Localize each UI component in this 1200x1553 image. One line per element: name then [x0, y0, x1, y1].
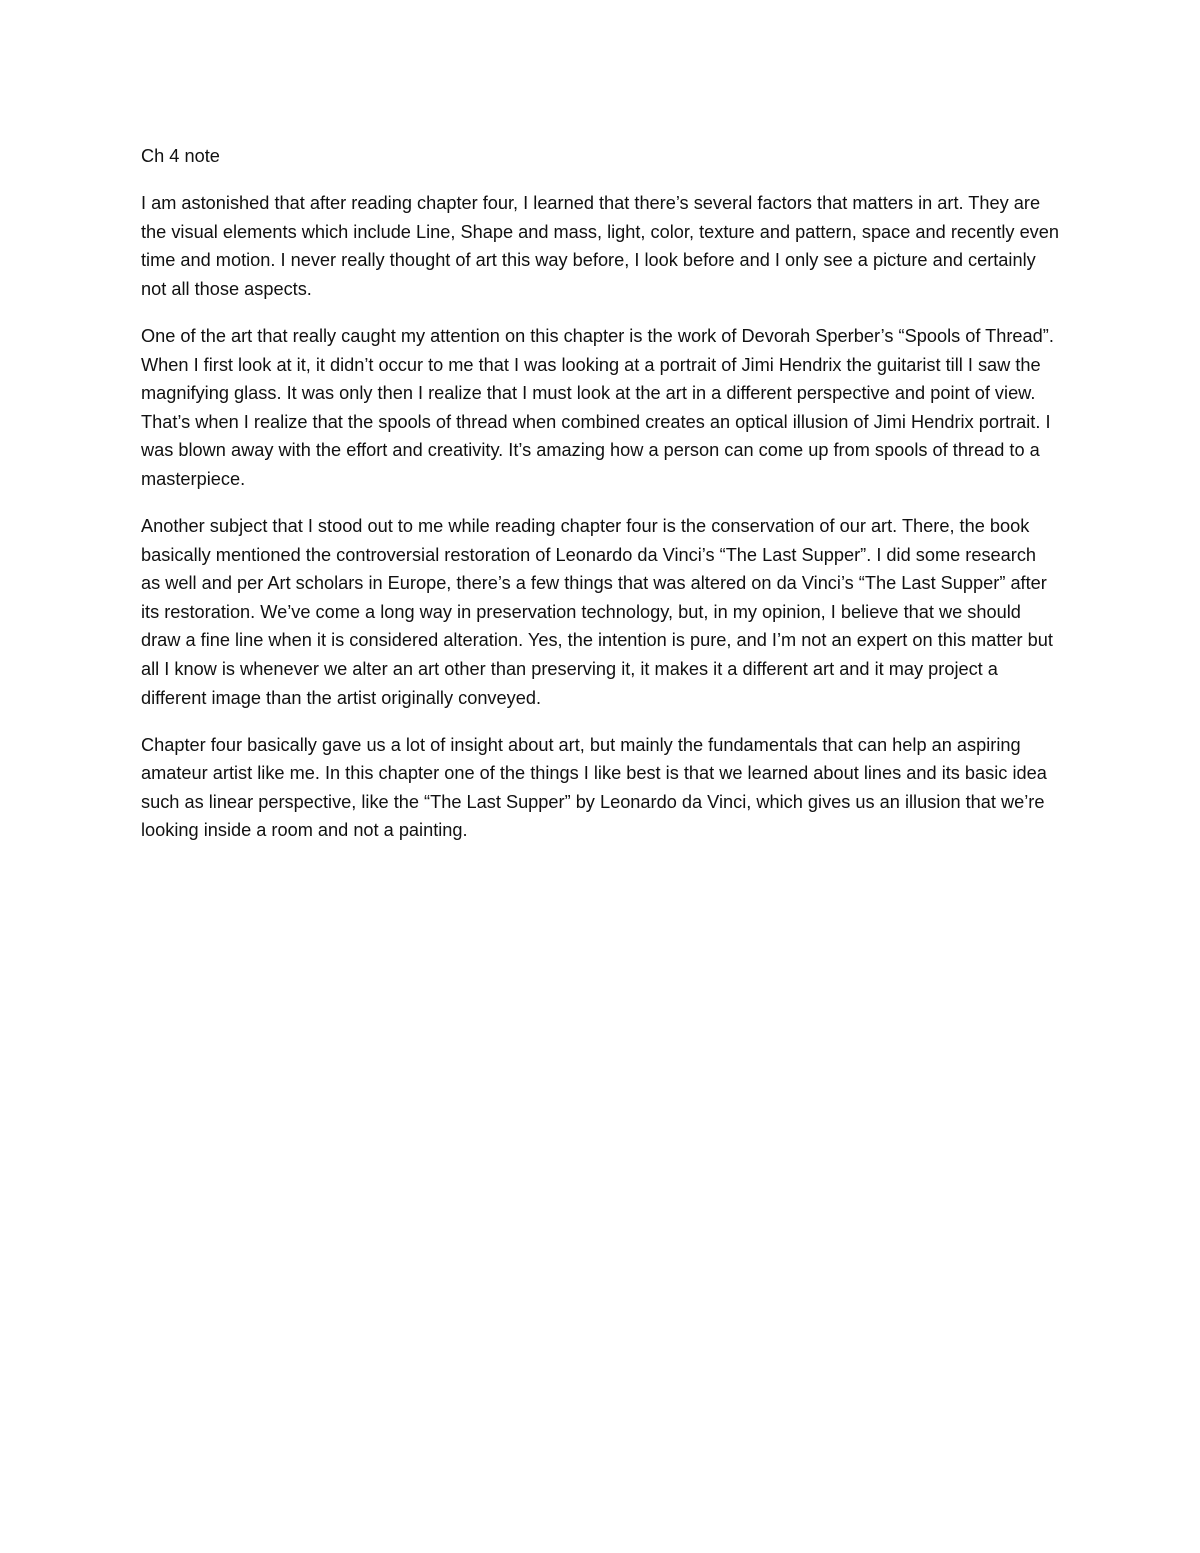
document-title: Ch 4 note — [141, 146, 220, 166]
paragraph-1: I am astonished that after reading chapter four, I learned that there’s several factors that matters in art. They are the visual elements which include Line, Shape and mass, light, color, texture and pattern, space and recently even time and motion. I never really thought of art this way before, I look before and I only see a picture and certainly not all those aspects. — [141, 193, 1060, 299]
paragraph-3: Another subject that I stood out to me while reading chapter four is the conservation of our art. There, the book basically mentioned the controversial restoration of Leonardo da Vinci’s “The Last Supper”. I did some research as well and per Art scholars in Europe, there’s a few things that was altered on da Vinci’s “The Last Supper” after its restoration. We’ve come a long way in preservation technology, but, in my opinion, I believe that we should draw a fine line when it is considered alteration. Yes, the intention is pure, and I’m not an expert on this matter but all I know is whenever we alter an art other than preserving it, it makes it a different art and it may project a different image than the artist originally conveyed. — [141, 516, 1053, 708]
document-body — [141, 142, 1059, 864]
paragraph-4: Chapter four basically gave us a lot of insight about art, but mainly the fundamentals that can help an aspiring amateur artist like me. In this chapter one of the things I like best is that we learned about lines and its basic idea such as linear perspective, like the “The Last Supper” by Leonardo da Vinci, which gives us an illusion that we’re looking inside a room and not a painting. — [141, 734, 1047, 841]
paragraph-2: One of the art that really caught my attention on this chapter is the work of Devorah Sperber’s “Spools of Thread”. When I first look at it, it didn’t occur to me that I was looking at a portrait of Jimi Hendrix the guitarist till I saw the magnifying glass. It was only then I realize that I must look at the art in a different perspective and point of view. That’s when I realize that the spools of thread when combined creates an optical illusion of Jimi Hendrix portrait. I was blown away with the effort and creativity. It’s amazing how a person can come up from spools of thread to a masterpiece. — [141, 325, 1054, 489]
